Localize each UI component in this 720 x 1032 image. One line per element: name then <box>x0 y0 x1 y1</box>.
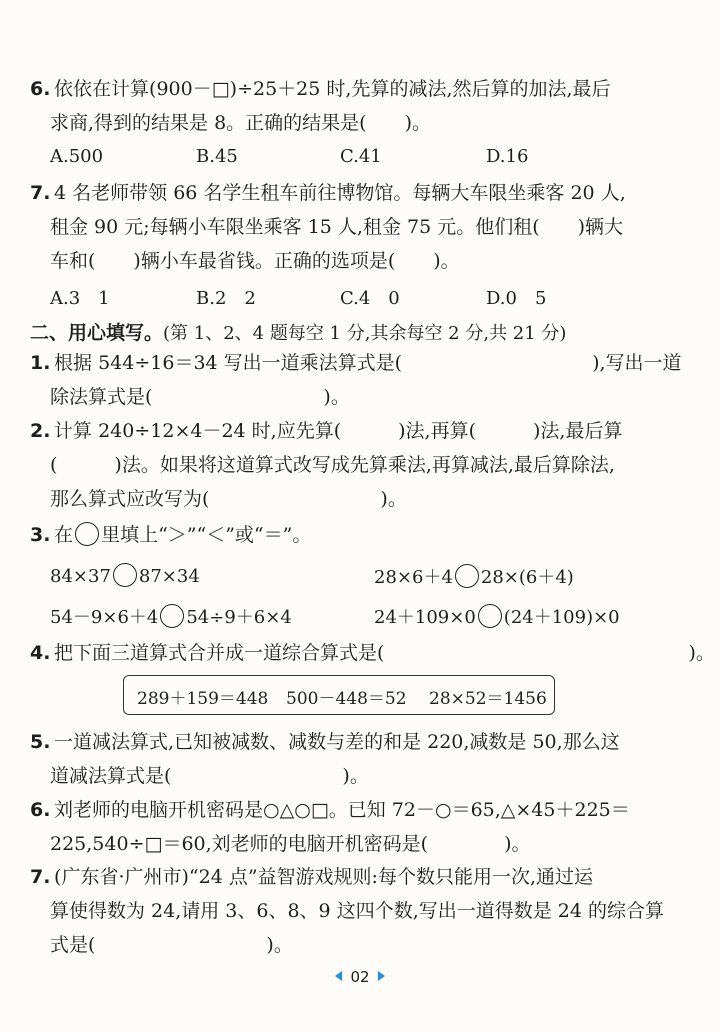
page-footer <box>0 968 720 986</box>
option-d: D.0 5 <box>486 288 547 309</box>
compare-right: 87×34 <box>138 566 200 587</box>
choice-question-6 <box>30 72 690 140</box>
question-number: 3. <box>30 524 51 546</box>
question-text: 算使得数为 24,请用 3、6、8、9 这四个数,写出一道得数是 24 的综合算 <box>50 900 664 922</box>
option-a: A.3 1 <box>50 288 110 309</box>
answer-circle[interactable] <box>160 604 184 628</box>
answer-circle[interactable] <box>455 564 479 588</box>
fill-question-6 <box>30 793 690 861</box>
compare-item <box>374 563 574 589</box>
question-text: 道减法算式是( )。 <box>50 765 369 787</box>
option-b: B.2 2 <box>196 288 256 309</box>
question-text: 求商,得到的结果是 8。正确的结果是( )。 <box>50 112 431 134</box>
compare-item <box>50 603 292 629</box>
choice-question-7 <box>30 176 690 278</box>
question-text: (广东省·广州市)“24 点”益智游戏规则:每个数只能用一次,通过运 <box>54 866 593 888</box>
compare-left: 28×6＋4 <box>374 567 453 588</box>
compare-item <box>374 603 620 629</box>
equations-box <box>123 675 555 715</box>
question-text: 4 名老师带领 66 名学生租车前往博物馆。每辆大车限坐乘客 20 人, <box>54 182 626 204</box>
next-arrow-icon[interactable] <box>378 971 385 981</box>
question-number: 2. <box>30 420 51 442</box>
question-text: 把下面三道算式合并成一道综合算式是( )。 <box>54 642 715 664</box>
question-number: 5. <box>30 731 51 753</box>
compare-left: 24＋109×0 <box>374 607 476 628</box>
question-text: 租金 90 元;每辆小车限坐乘客 15 人,租金 75 元。他们租( )辆大 <box>50 216 624 238</box>
answer-circle[interactable] <box>478 604 502 628</box>
option-c: C.4 0 <box>340 288 400 309</box>
question-text: 除法算式是( )。 <box>50 386 350 408</box>
page-number: 02 <box>350 968 370 986</box>
section-note: (第 1、2、4 题每空 1 分,其余每空 2 分,共 21 分) <box>163 323 567 344</box>
equation: 500－448＝52 <box>286 689 407 709</box>
option-a: A.500 <box>50 146 104 167</box>
fill-question-3 <box>30 518 690 552</box>
section-title: 二、用心填写。 <box>30 322 164 344</box>
question-text: 根据 544÷16＝34 写出一道乘法算式是( ),写出一道 <box>54 352 682 374</box>
question-number: 1. <box>30 352 51 374</box>
fill-question-5 <box>30 725 690 793</box>
option-d: D.16 <box>486 146 529 167</box>
fill-question-4 <box>30 636 715 670</box>
equation: 28×52＝1456 <box>429 689 547 709</box>
question-number: 6. <box>30 78 51 100</box>
compare-right: 54÷9＋6×4 <box>186 607 292 628</box>
circle-icon <box>75 522 99 546</box>
question-number: 7. <box>30 182 51 204</box>
question-number: 4. <box>30 642 51 664</box>
equation: 289＋159＝448 <box>137 689 269 709</box>
fill-question-2 <box>30 414 690 516</box>
option-b: B.45 <box>196 146 238 167</box>
question-text: 式是( )。 <box>50 934 293 956</box>
compare-left: 54－9×6＋4 <box>50 607 159 628</box>
fill-question-7 <box>30 860 690 962</box>
fill-question-1 <box>30 346 690 414</box>
question-text: 里填上“＞”“＜”或“＝”。 <box>101 524 312 546</box>
question-text: 刘老师的电脑开机密码是○△○□。已知 72－○＝65,△×45＋225＝ <box>54 799 630 821</box>
compare-right: (24＋109)×0 <box>503 607 620 628</box>
question-text: 一道减法算式,已知被减数、减数与差的和是 220,减数是 50,那么这 <box>54 731 620 753</box>
question-text: 依依在计算(900－□)÷25＋25 时,先算的减法,然后算的加法,最后 <box>54 78 611 100</box>
question-text: 在 <box>54 524 74 546</box>
prev-arrow-icon[interactable] <box>335 971 342 981</box>
option-c: C.41 <box>340 146 382 167</box>
compare-item <box>50 563 200 587</box>
section-heading <box>30 318 566 345</box>
answer-circle[interactable] <box>113 563 137 587</box>
compare-left: 84×37 <box>50 566 111 587</box>
question-number: 7. <box>30 866 51 888</box>
question-number: 6. <box>30 799 51 821</box>
question-text: 计算 240÷12×4－24 时,应先算( )法,再算( )法,最后算 <box>54 420 623 442</box>
compare-right: 28×(6＋4) <box>480 567 574 588</box>
question-text: ( )法。如果将这道算式改写成先算乘法,再算减法,最后算除法, <box>50 454 615 476</box>
question-text: 225,540÷□＝60,刘老师的电脑开机密码是( )。 <box>50 833 531 855</box>
question-text: 那么算式应改写为( )。 <box>50 488 407 510</box>
question-text: 车和( )辆小车最省钱。正确的选项是( )。 <box>50 250 460 272</box>
